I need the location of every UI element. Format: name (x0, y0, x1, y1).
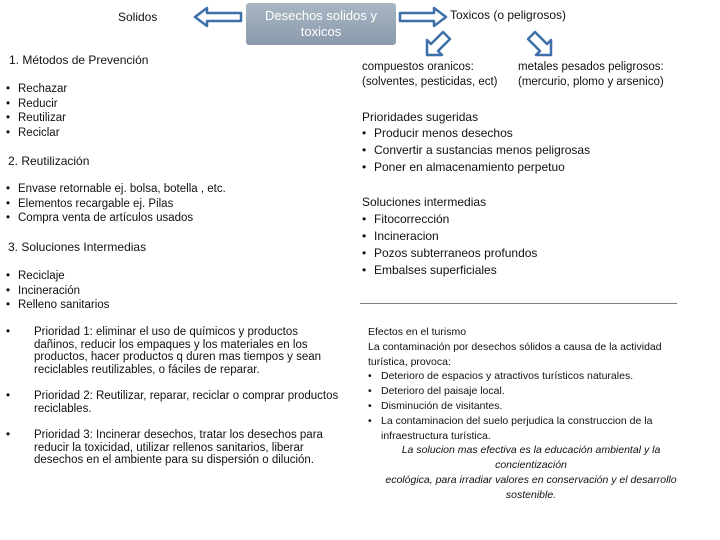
arrow-left-icon (193, 6, 243, 28)
reuse-list (6, 182, 226, 226)
tourism-effects (368, 325, 694, 503)
effects-conclusion-2: ecológica, para irradiar valores en conservación y el desarrollo sostenible. (385, 473, 677, 501)
intermediate-list (6, 269, 109, 313)
list-item: • Relleno sanitarios (6, 298, 109, 313)
suggested-title: Prioridades sugeridas (362, 110, 479, 124)
list-item: • Convertir a sustancias menos peligrosas (362, 142, 590, 159)
effects-title: Efectos en el turismo (368, 326, 467, 338)
list-item: • Rechazar (6, 82, 67, 97)
list-item: • Elementos recargable ej. Pilas (6, 197, 226, 212)
list-item: • Envase retornable ej. bolsa, botella , etc. (6, 182, 226, 197)
list-item: • Disminución de visitantes. (368, 399, 694, 414)
intermediate-solutions-list (362, 211, 537, 279)
section-reuse-title: 2. Reutilización (8, 154, 90, 168)
list-item: • Poner en almacenamiento perpetuo (362, 159, 590, 176)
list-item: • Reciclaje (6, 269, 109, 284)
list-item: • Reducir (6, 97, 67, 112)
list-item: • Reutilizar (6, 111, 67, 126)
prevention-list (6, 82, 67, 140)
arrow-down-left-icon (424, 30, 452, 58)
effects-conclusion-1: La solucion mas efectiva es la educación ambiental y la concientización (401, 444, 661, 472)
arrow-right-icon (398, 6, 448, 28)
organic-line2: (solventes, pesticidas, ect) (362, 75, 498, 88)
divider (360, 303, 677, 304)
metals-line1: metales pesados peligrosos: (518, 61, 664, 73)
list-item: • Fitocorrección (362, 211, 537, 228)
list-item: • Producir menos desechos (362, 125, 590, 142)
metals-line2: (mercurio, plomo y arsenico) (518, 75, 664, 88)
list-item: • Deterioro del paisaje local. (368, 384, 694, 399)
center-topic-label: Desechos solidos y toxicos (265, 8, 377, 39)
list-item: • Incineración (6, 284, 109, 299)
intermediate-solutions-title: Soluciones intermedias (362, 195, 487, 209)
heavy-metals (518, 60, 664, 89)
priorities-list (4, 326, 340, 478)
effects-intro: La contaminación por desechos sólidos a causa de la actividad turística, provoca: (368, 340, 662, 368)
list-item: • Deterioro de espacios y atractivos turísticos naturales. (368, 369, 694, 384)
organic-line1: compuestos oranicos: (362, 61, 474, 73)
solidos-title: Solidos (118, 10, 158, 24)
list-item: • Compra venta de artículos usados (6, 211, 226, 226)
effects-list (368, 369, 694, 443)
section-intermediate-title: 3. Soluciones Intermedias (8, 240, 147, 254)
list-item: • Reciclar (6, 126, 67, 141)
list-item: • Embalses superficiales (362, 262, 537, 279)
list-item: • La contaminacion del suelo perjudica la construccion de la infraestructura turística. (368, 414, 694, 444)
suggested-list (362, 125, 590, 176)
list-item: • Incineracion (362, 228, 537, 245)
list-item: • Pozos subterraneos profundos (362, 245, 537, 262)
arrow-down-right-icon (526, 30, 554, 58)
priority-1: • Prioridad 1: eliminar el uso de químicos y productos dañinos, reducir los empaques y los materiales en los productos, hacer productos q duren mas tiempos y sean reciclables reutilizables, o fáciles de reparar. (4, 326, 340, 376)
organic-compounds (362, 60, 498, 89)
priority-3: • Prioridad 3: Incinerar desechos, tratar los desechos para reducir la toxicidad, utilizar rellenos sanitarios, liberar desechos en el ambiente para su dispersión o dilución. (4, 429, 340, 467)
priority-2: • Prioridad 2: Reutilizar, reparar, reciclar o comprar productos reciclables. (4, 390, 340, 415)
section-prevention-title: 1. Métodos de Prevención (9, 53, 149, 67)
center-topic-box (246, 3, 396, 45)
toxicos-title: Toxicos (o peligrosos) (450, 8, 567, 22)
